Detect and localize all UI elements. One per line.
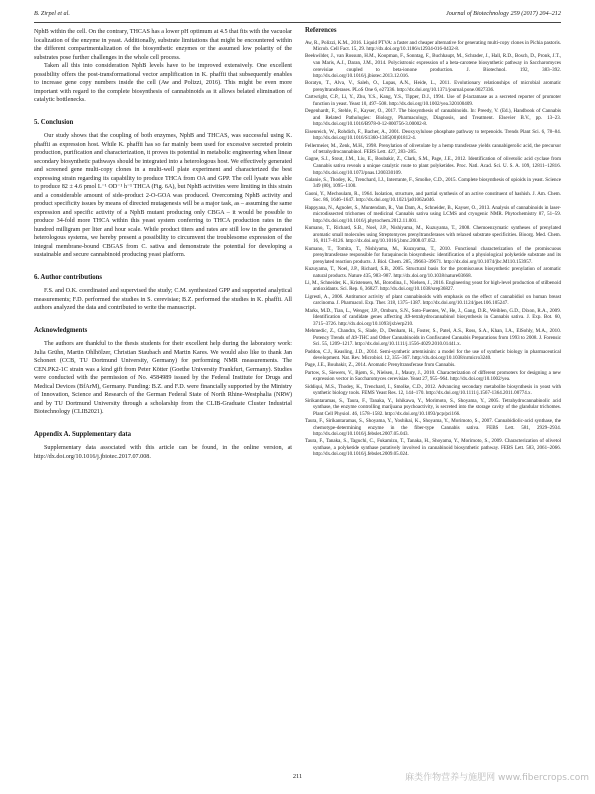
watermark: 麻类作物营养与施肥网 www.fibercrops.com (405, 773, 589, 783)
reference-item: Beekwilder, J., van Rossum, H.M., Koopman, F., Sonntag, F., Buchhaupt, M., Schrader, J., Hall, R.D., Bosch, D., Pronk, J.T., van Maris, A.J., Daran, J.M., 2014. Polycistronic expression of a beta-carotene biosynthetic pathway in Saccharomyces cerevisiae coupled to beta-ionone production. J. Biotechnol. 192, 383–392. http://dx.doi.org/10.1016/j.jbiotec.2013.12.016. (305, 53, 561, 80)
page-number: 211 (292, 773, 303, 780)
running-header (34, 10, 561, 22)
reference-item: Marks, M.D., Tian, L., Wenger, J.P., Omburo, S.N., Soto-Fuentes, W., He, J., Gang, D.R., Weiblen, G.D., Dixon, R.A., 2009. Identification of candidate genes affecting Δ9-tetrahydrocannabinol biosynthesis in Cannabis sativa. J. Exp. Bot. 60, 3715–3726. http://dx.doi.org/10.1093/jxb/erp210. (305, 307, 561, 327)
reference-item: Gagne, S.J., Stout, J.M., Liu, E., Boubakir, Z., Clark, S.M., Page, J.E., 2012. Identification of olivetolic acid cyclase from Cannabis sativa reveals a unique catalytic route to plant polyketides. Proc. Natl. Acad. Sci. U. S. A. 109, 12811–12816. http://dx.doi.org/10.1073/pnas.1200330109. (305, 156, 561, 176)
section-heading-acknowledgments: Acknowledgments (34, 326, 88, 334)
reference-item: Galanie, S., Thodey, K., Trenchard, I.J., Interrante, F., Smolke, C.D., 2015. Complete biosynthesis of opioids in yeast. Science 349 (80), 1095–1100. (305, 176, 561, 190)
header-rule (34, 22, 561, 23)
paragraph: F.S. and O.K. coordinated and supervised the study; C.M. synthesized GPP and supported analytical measurements; F.D. performed the studies in S. cerevisiae; B.Z. performed the studies in K. phaffii. All authors analyzed the data and contributed to write the manuscript. (34, 288, 292, 311)
reference-item: Paddon, C.J., Keasling, J.D., 2014. Semi-synthetic artemisinin: a model for the use of synthetic biology in pharmaceutical development. Nat. Rev. Microbiol. 12, 355–367. http://dx.doi.org/10.1038/nrmicro3240. (305, 348, 561, 362)
paragraph: NphB within the cell. On the contrary, THCAS has a lower pH optimum at 4.5 that fits with the vacuolar localization of the enzyme in yeast. Additionally, substrate limitations that might be encountered within the different compartmentalization of the biosynthetic enzymes or the assumed low polarity of the substrates pose further challenges in the whole cell process. (34, 29, 292, 61)
reference-item: Ligresti, A., 2006. Antitumor activity of plant cannabinoids with emphasis on the effect of cannabidiol on human breast carcinoma. J. Pharmacol. Exp. Ther. 318, 1375–1387. http://dx.doi.org/10.1124/jpet.106.105247. (305, 293, 561, 307)
reference-item: Page, J.E., Boubakir, Z., 2014. Aromatic Prenyltransferase from Cannabis. (305, 362, 456, 369)
reference-item: Kumano, T., Richard, S.B., Noel, J.P., Nishiyama, M., Kuzuyama, T., 2008. Chemoenzymatic syntheses of prenylated aromatic small molecules using Streptomyces prenyltransferases with relaxed substrate specificities. Bioorg. Med. Chem. 16, 8117–8126. http://dx.doi.org/10.1016/j.bmc.2008.07.052. (305, 225, 561, 245)
right-column (305, 28, 561, 459)
paragraph: Supplementary data associated with this article can be found, in the online version, at http://dx.doi.org/10.1016/j.jbiotec.2017.07.008. (34, 445, 292, 460)
reference-item: Mehmedic, Z., Chandra, S., Slade, D., Denham, H., Foster, S., Patel, A.S., Ross, S.A., Khan, I.A., ElSohly, M.A., 2010. Potency Trends of Δ9-THC and Other Cannabinoids in Confiscated Cannabis Preparations from 1993 to 2008. J. Forensic Sci. 55, 1209–1217. http://dx.doi.org/10.1111/j.1556-4029.2010.01441.x. (305, 328, 561, 348)
left-column (34, 28, 292, 461)
header-journal: Journal of Biotechnology 259 (2017) 204–212 (446, 10, 561, 17)
section-heading-references: References (305, 27, 337, 34)
reference-item: Degenhardt, F., Stehle, F., Kayser, O., 2017. The biosynthesis of cannabinoids. In: Preedy, V. (Ed.), Handbook of Cannabis and Related Pathologies: Biology, Pharmacology, Diagnosis, and Treatment. Elsevier B.V., pp. 13–23. http://dx.doi.org/10.1016/B978-0-12-800756-3.00002-8. (305, 108, 561, 128)
section-heading-conclusion: 5. Conclusion (34, 118, 74, 126)
header-authors: B. Zirpel et al. (34, 10, 70, 17)
reference-item: Eisenreich, W., Rohdich, F., Bacher, A., 2001. Deoxyxylulose phosphate pathway to terpenoids. Trends Plant Sci. 6, 78–84. http://dx.doi.org/10.1016/S1360-1385(00)01812-4. (305, 128, 561, 142)
reference-item: Siddiqui, M.S., Thodey, K., Trenchard, I., Smolke, C.D., 2012. Advancing secondary metabolite biosynthesis in yeast with synthetic biology tools. FEMS Yeast Res. 12, 144–170. http://dx.doi.org/10.1111/j.1567-1364.2011.00774.x. (305, 383, 561, 397)
reference-item: Aw, R., Polizzi, K.M., 2016. Liquid PTVA: a faster and cheaper alternative for generating multi-copy clones in Pichia pastoris. Microb. Cell Fact. 15, 29. http://dx.doi.org/10.1186/s12934-016-0432-8. (305, 39, 561, 53)
reference-item: Taura, F., Tanaka, S., Taguchi, C., Fukamizu, T., Tanaka, H., Shoyama, Y., Morimoto, S., 2009. Characterization of olivetol synthase, a polyketide synthase putatively involved in cannabinoid biosynthetic pathway. FEBS Lett. 583, 2061–2066. http://dx.doi.org/10.1016/j.febslet.2009.05.024. (305, 438, 561, 458)
reference-item: Boratyn, T., Alva, V., Saleh, O., Lupas, A.N., Heide, L., 2011. Evolutionary relationships of microbial aromatic prenyltransferases. PLoS One 6, e27336. http://dx.doi.org/10.1371/journal.pone.0027336. (305, 80, 561, 93)
reference-item: Partow, S., Siewers, V., Bjørn, S., Nielsen, J., Maury, J., 2010. Characterization of different promoters for designing a new expression vector in Saccharomyces cerevisiae. Yeast 27, 955–964. http://dx.doi.org/10.1002/yea. (305, 369, 561, 383)
section-heading-author-contributions: 6. Author contributions (34, 273, 103, 281)
paragraph: The authors are thankful to the thesis students for their excellent help during the laboratory work: Julia Grühn, Martin Ohlhölzer, Christian Staubach and Martin Kares. We would also like to thank Jan Schonert (CCB, TU Dortmund University, Germany) for performing NMR measurements. The CEN.PK2-1C strain was a kind gift from Peter Kötter (Goethe University Frankfurt, Germany). Studies were conducted with the permission of No. 4584989 issued by the Federal Institute for Drugs and Medical Devices (BfArM), Germany. Funding: B.Z. and F.D. were financially supported by the Ministry of Innovation, Science and Research of the German Federal State of North Rhine-Westphalia (NRW) and by TU Dortmund University through a scholarship from the CLIB-Graduate Cluster Industrial Biotechnology (CLIB2021). (34, 341, 292, 415)
reference-item: Gaoni, Y., Mechoulam, R., 1964. Isolation, structure, and partial synthesis of an active constituent of hashish. J. Am. Chem. Soc. 86, 1646–1647. http://dx.doi.org/10.1021/ja01062a046. (305, 190, 561, 204)
paragraph: Our study shows that the coupling of both enzymes, NphB and THCAS, was successful using K. phaffii as expression host. While K. phaffii has so far mainly been used for excessive secreted protein production, purification and characterization, it proves its potential in metabolic engineering when linear secondary biosynthetic pathways should be integrated into a heterologous host. We effectively generated and screened gene multi-copy clones in a multi-well plate experiment and characterized the best expressing strain regarding its capability to produce THCA from OA and GPP. The cell lysate was able to produce 82 ± 4.6 pmol L⁻¹ OD⁻¹ h⁻¹ THCA (Fig. 6A), but NphB activities were limiting in this strain and a considerable amount of side-product 2-O-GOA was produced. Overcoming NphB activity and product specificity issues by means of directed mutagenesis will be a major task, as – assuming the same expression and specific activity of a NphB mutant producing only CBGA – it would be possible to produce 34-fold more THCA within this yeast system conferring to THCA production rates in the hundred milligram per liter and hour scale. While product titers and rates are still low in the generated heterologous systems, we hereby present a possibility to circumvent the troublesome expression of the integral membrane-bound CBGAS from C. sativa and demonstrate the potential for developing a sustainable and secure cannabinoid producing yeast platform. (34, 133, 292, 258)
paragraph: Taken all this into consideration NphB levels have to be improved extensively. One excellent possibility offers the post-transformational vector amplification in K. phaffii that subsequently enables to increase gene copy numbers inside the cell (Aw and Polizzi, 2016). This might be even more important with regard to the complete biosynthesis of cannabinoids as it allows belated elimination of catalytic bottlenecks. (34, 63, 292, 103)
reference-item: Li, M., Schneider, K., Kristensen, M., Borodina, I., Nielsen, J., 2016. Engineering yeast for high-level production of stilbenoid antioxidants. Sci. Rep. 6, 36827. http://dx.doi.org/10.1038/srep36827. (305, 279, 561, 293)
reference-item: Fellermeier, M., Zenk, M.H., 1998. Prenylation of olivetolate by a hemp transferase yields cannabigerolic acid, the precursor of tetrahydrocannabinol. FEBS Lett. 427, 283–285. (305, 142, 561, 156)
reference-item: Taura, F., Sirikantaramas, S., Shoyama, Y., Yoshikai, K., Shoyama, Y., Morimoto, S., 2007. Cannabidiolic-acid synthase, the chemotype-determining enzyme in the fiber-type Cannabis sativa. FEBS Lett. 581, 2929–2934. http://dx.doi.org/10.1016/j.febslet.2007.05.043. (305, 417, 561, 438)
reference-list (305, 40, 561, 458)
section-heading-appendix: Appendix A. Supplementary data (34, 430, 132, 438)
reference-item: Kuzuyama, T., Noel, J.P., Richard, S.B., 2005. Structural basis for the promiscuous biosynthetic prenylation of aromatic natural products. Nature 435, 983–987. http://dx.doi.org/10.1038/nature03668. (305, 265, 561, 279)
reference-item: Happyana, N., Agnolet, S., Muntendam, R., Van Dam, A., Schneider, B., Kayser, O., 2013. Analysis of cannabinoids in laser-microdissected trichomes of medicinal Cannabis sativa using LCMS and cryogenic NMR. Phytochemistry 87, 51–59. http://dx.doi.org/10.1016/j.phytochem.2012.11.001. (305, 204, 561, 224)
reference-item: Cartwright, C.P., Li, Y., Zhu, Y.S., Kang, Y.S., Tipper, D.J., 1994. Use of β-lactamase as a secreted reporter of promoter function in yeast. Yeast 10, 497–508. http://dx.doi.org/10.1002/yea.320100409. (305, 94, 561, 107)
reference-item: Kumano, T., Tomita, T., Nishiyama, M., Kuzuyama, T., 2010. Functional characterization of the promiscuous prenyltransferase responsible for furaquinocin biosynthesis: identification of a physiological polyketide substrate and its prenylated reaction products. J. Biol. Chem. 285, 39663–39671. http://dx.doi.org/10.1074/jbc.M110.153957. (305, 245, 561, 265)
reference-item: Sirikantaramas, S., Taura, F., Tanaka, Y., Ishikawa, Y., Morimoto, S., Shoyama, Y., 2005. Tetrahydrocannabinolic acid synthase, the enzyme controlling marijuana psychoactivity, is secreted into the storage cavity of the glandular trichomes. Plant Cell Physiol. 46, 1578–1582. http://dx.doi.org/10.1093/pcp/pci166. (305, 397, 561, 417)
